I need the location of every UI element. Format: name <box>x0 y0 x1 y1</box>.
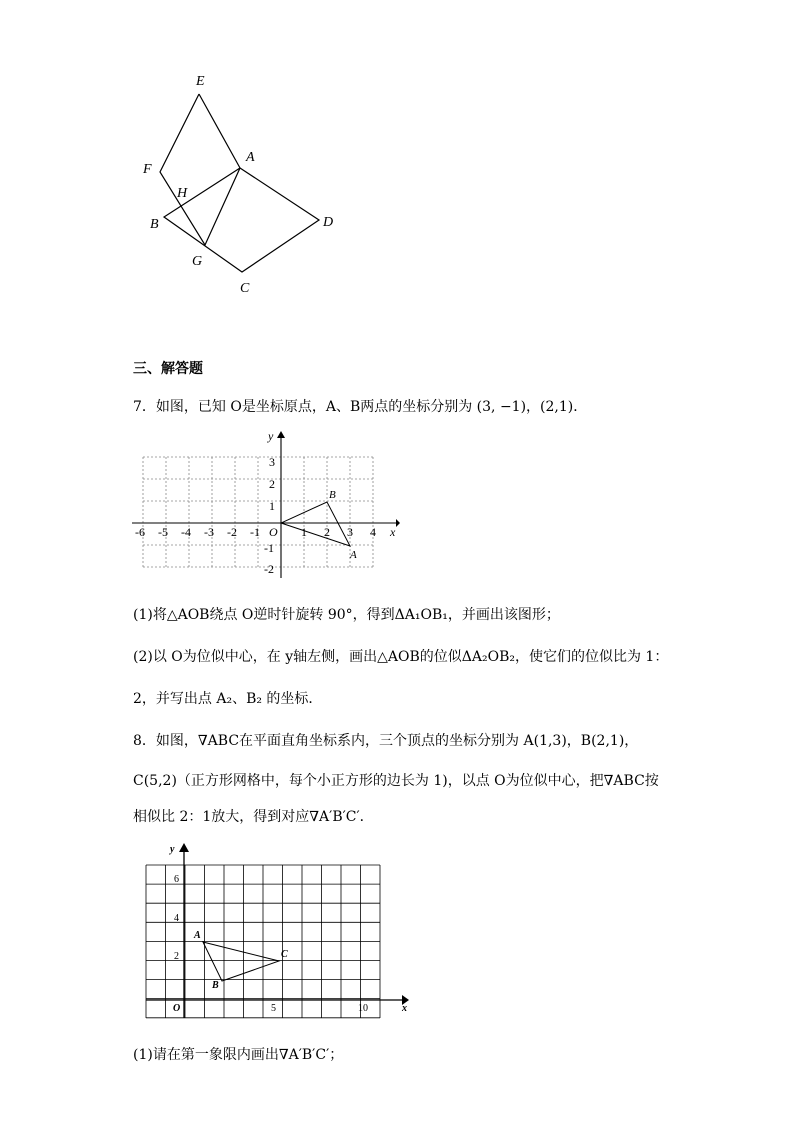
q7-part1: (1)将△AOB绕点 O逆时针旋转 90°，得到ΔA₁OB₁，并画出该图形； <box>133 607 560 623</box>
q7-y-tick: 3 <box>269 455 275 469</box>
square-abcd <box>164 168 319 272</box>
q7-x-tick: 3 <box>347 525 353 539</box>
q7-x-tick: -3 <box>204 525 214 539</box>
label-d: D <box>323 215 334 230</box>
q8-y-arrow <box>179 843 189 852</box>
q8-y-tick: 4 <box>174 913 179 924</box>
q7-point-a-label: A <box>350 549 357 561</box>
q8-line1: 8．如图，∇ABC在平面直角坐标系内，三个顶点的坐标分别为 A(1,3)，B(2,1)， <box>133 733 639 749</box>
q7-x-tick: -4 <box>181 525 191 539</box>
q7-triangle-aob <box>281 502 350 546</box>
label-c: C <box>240 281 250 296</box>
section-heading: 三、解答题 <box>133 361 203 377</box>
q8-triangle-abc <box>203 942 279 981</box>
geometry-figure <box>130 60 350 300</box>
q7-y-tick: 1 <box>269 499 275 513</box>
q7-x-tick: 4 <box>370 525 376 539</box>
q7-x-tick: 1 <box>301 525 307 539</box>
q8-point-b-label: B <box>212 980 219 991</box>
q8-y-label: y <box>170 844 175 855</box>
q7-y-tick: -1 <box>264 541 274 555</box>
q7-x-tick: 2 <box>324 525 330 539</box>
q8-part1: (1)请在第一象限内画出∇A′B′C′； <box>133 1047 344 1063</box>
label-f: F <box>143 162 152 177</box>
q7-x-tick: -5 <box>158 525 168 539</box>
label-b: B <box>150 217 159 232</box>
label-e: E <box>196 74 205 89</box>
q7-part2-line2: 2，并写出点 A₂、B₂ 的坐标． <box>133 691 323 707</box>
q8-line2: C(5,2)（正方形网格中，每个小正方形的边长为 1)，以点 O为位似中心，把∇ABC按 <box>133 773 659 789</box>
q8-coordinate-graph <box>140 840 415 1025</box>
label-h: H <box>177 186 188 201</box>
q7-x-tick: -6 <box>135 525 145 539</box>
q8-origin-label: O <box>173 1003 181 1014</box>
q8-y-tick: 2 <box>174 951 179 962</box>
q7-origin-label: O <box>269 525 278 539</box>
q7-y-arrow <box>277 431 285 438</box>
q7-part2-line1: (2)以 O为位似中心，在 y轴左侧，画出△AOB的位似ΔA₂OB₂，使它们的位似比为 1： <box>133 649 669 665</box>
q8-x-tick: 5 <box>271 1003 276 1014</box>
q8-point-a-label: A <box>194 930 201 941</box>
q7-point-b-label: B <box>329 489 336 501</box>
q7-coordinate-graph <box>128 430 408 585</box>
q7-x-tick: -2 <box>227 525 237 539</box>
label-a: A <box>246 150 255 165</box>
q7-stem: 7．如图，已知 O是坐标原点，A、B两点的坐标分别为 (3, −1)，(2,1)． <box>133 399 588 415</box>
label-g: G <box>192 254 203 269</box>
q7-x-label: x <box>390 525 396 539</box>
q8-x-label: x <box>402 1003 407 1014</box>
q7-x-tick: -1 <box>250 525 260 539</box>
q7-x-arrow <box>396 519 400 527</box>
q8-line3: 相似比 2：1放大，得到对应∇A′B′C′． <box>133 809 374 825</box>
q8-x-tick: 10 <box>358 1003 368 1014</box>
q7-y-label: y <box>268 430 274 443</box>
q8-point-c-label: C <box>281 949 288 960</box>
q8-y-tick: 6 <box>174 874 179 885</box>
q7-y-tick: -2 <box>264 562 274 576</box>
q7-y-tick: 2 <box>269 477 275 491</box>
